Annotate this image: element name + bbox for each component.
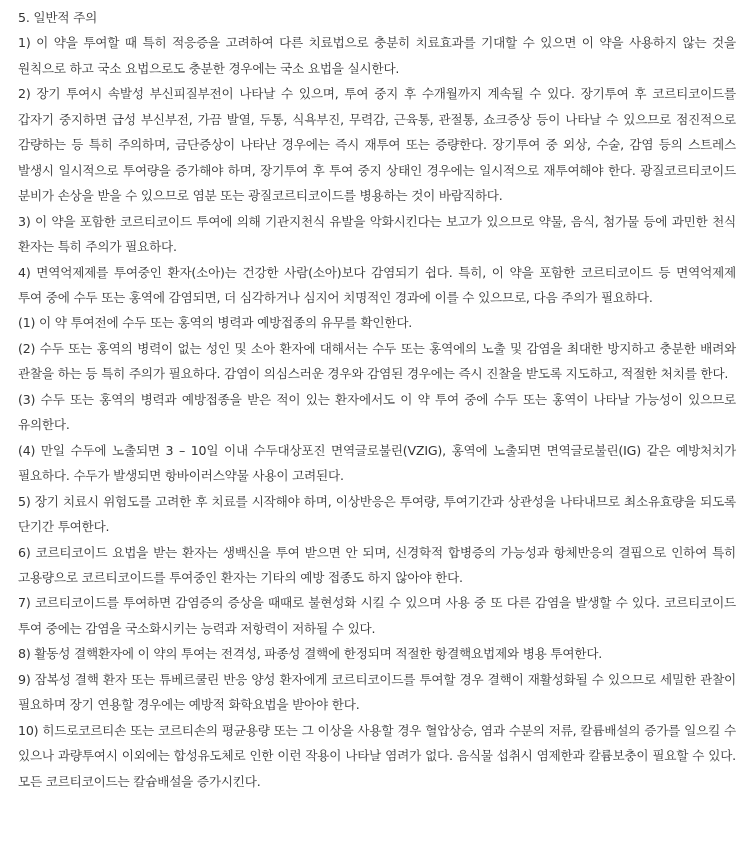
sub-item-4-3: (3) 수두 또는 홍역의 병력과 예방접종을 받은 적이 있는 환자에서도 이 약 투여 중에 수두 또는 홍역이 나타날 가능성이 있으므로 유의한다. bbox=[18, 391, 736, 433]
paragraph-9: 9) 잠복성 결핵 환자 또는 튜베르쿨린 반응 양성 환자에게 코르티코이드를 투여할 경우 결핵이 재활성화될 수 있으므로 세밀한 관찰이 필요하며 장기 연용할 경우에는 예방적 화학요법을 받아야 한다. bbox=[18, 671, 736, 713]
paragraph-1: 1) 이 약을 투여할 때 특히 적응증을 고려하여 다른 치료법으로 충분히 치료효과를 기대할 수 있으면 이 약을 사용하지 않는 것을 원칙으로 하고 국소 요법으로도 충분한 경우에는 국소 요법을 실시한다. bbox=[18, 35, 736, 76]
sub-item-4-1: (1) 이 약 투여전에 수두 또는 홍역의 병력과 예방접종의 유무를 확인한다. bbox=[18, 315, 413, 331]
paragraph-3: 3) 이 약을 포함한 코르티코이드 투여에 의해 기관지천식 유발을 악화시킨다는 보고가 있으므로 약물, 음식, 첨가물 등에 과민한 천식 환자는 특히 주의가 필요하다. bbox=[18, 213, 736, 255]
paragraph-10: 10) 히드로코르티손 또는 코르티손의 평균용량 또는 그 이상을 사용할 경우 혈압상승, 염과 수분의 저류, 칼륨배설의 증가를 일으킬 수 있으나 과량투여시 이외에는 합성유도체로 인한 이런 작용이 나타날 염려가 없다. 음식물 섭취시 염제한과 칼륨보충이 필요할 수 있다. 모든 코르티코이드는 칼슘배설을 증가시킨다. bbox=[18, 722, 736, 789]
section-heading: 5. 일반적 주의 bbox=[18, 10, 98, 25]
paragraph-4: 4) 면역억제제를 투여중인 환자(소아)는 건강한 사람(소아)보다 감염되기 쉽다. 특히, 이 약을 포함한 코르티코이드 등 면역억제제 투여 중에 수두 또는 홍역에 감염되면, 더 심각하거나 심지어 치명적인 경과에 이를 수 있으므로, 다음 주의가 필요하다. bbox=[18, 264, 736, 305]
paragraph-2: 2) 장기 투여시 속발성 부신피질부전이 나타날 수 있으며, 투여 중지 후 수개월까지 계속될 수 있다. 장기투여 후 코르티코이드를 갑자기 중지하면 급성 부신부전, 가끔 발열, 두통, 식욕부진, 무력감, 근육통, 관절통, 쇼크증상 등이 나타날 수 있으므로 점진적으로 감량하는 등 특히 주의하며, 금단증상이 나타난 경우에는 즉시 재투여 또는 증량한다. 장기투여 중 외상, 수술, 감염 등의 스트레스 발생시 일시적으로 투여량을 증가해야 하며, 장기투여 후 투여 중지 상태인 경우에는 일시적으로 재투여해야 한다. 광질코르티코이드 분비가 손상을 받을 수 있으므로 염분 또는 광질코르티코이드를 병용하는 것이 바람직하다. bbox=[18, 86, 736, 204]
sub-item-4-2: (2) 수두 또는 홍역의 병력이 없는 성인 및 소아 환자에 대해서는 수두 또는 홍역에의 노출 및 감염을 최대한 방지하고 충분한 배려와 관찰을 하는 등 특히 주의가 필요하다. 감염이 의심스러운 경우와 감염된 경우에는 즉시 진찰을 받도록 지도하고, 적절한 처치를 한다. bbox=[18, 340, 736, 382]
paragraph-6: 6) 코르티코이드 요법을 받는 환자는 생백신을 투여 받으면 안 되며, 신경학적 합병증의 가능성과 항체반응의 결핍으로 인하여 특히 고용량으로 코르티코이드를 투여중인 환자는 기타의 예방 접종도 하지 않아야 한다. bbox=[18, 544, 736, 585]
paragraph-7: 7) 코르티코이드를 투여하면 감염증의 증상을 때때로 불현성화 시킬 수 있으며 사용 중 또 다른 감염을 발생할 수 있다. 코르티코이드 투여 중에는 감염을 국소화시키는 능력과 저항력이 저하될 수 있다. bbox=[18, 595, 736, 636]
paragraph-8: 8) 활동성 결핵환자에 이 약의 투여는 전격성, 파종성 결핵에 한정되며 적절한 항결핵요법제와 병용 투여한다. bbox=[18, 646, 603, 662]
paragraph-5: 5) 장기 치료시 위험도를 고려한 후 치료를 시작해야 하며, 이상반응은 투여량, 투여기간과 상관성을 나타내므로 최소유효량을 되도록 단기간 투여한다. bbox=[18, 493, 736, 535]
sub-item-4-4: (4) 만일 수두에 노출되면 3 – 10일 이내 수두대상포진 면역글로불린(VZIG), 홍역에 노출되면 면역글로불린(IG) 같은 예방처치가 필요하다. 수두가 발생되면 항바이러스약물 사용이 고려된다. bbox=[18, 442, 736, 484]
